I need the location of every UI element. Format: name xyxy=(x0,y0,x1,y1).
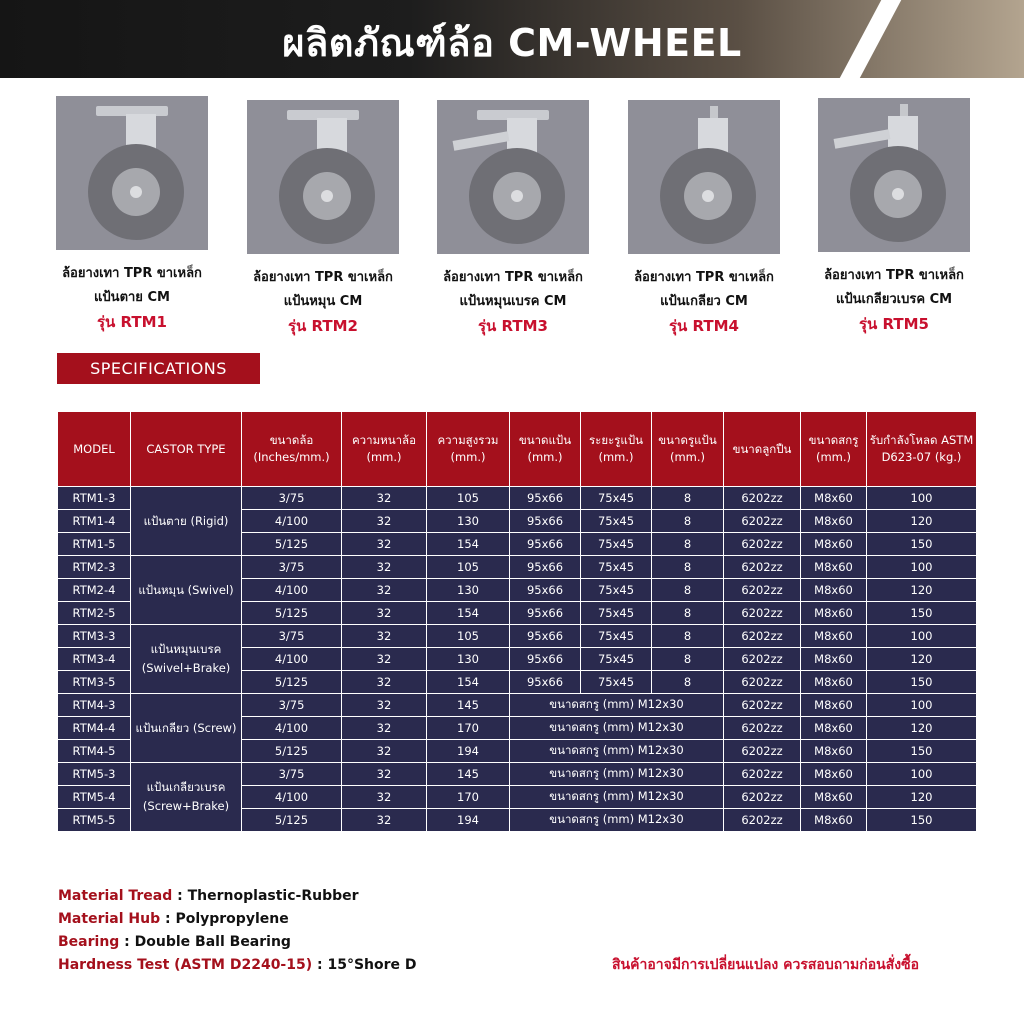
table-row xyxy=(58,556,977,579)
column-header: ขนาดลูกปืน xyxy=(724,412,801,487)
table-cell: RTM4-5 xyxy=(58,740,131,763)
table-cell: 130 xyxy=(427,510,510,533)
product-card xyxy=(37,96,227,334)
table-cell: 32 xyxy=(342,648,427,671)
caster-wheel-photo xyxy=(628,100,780,254)
product-name-line1: ล้อยางเทา TPR ขาเหล็ก xyxy=(634,270,774,285)
table-cell: M8x60 xyxy=(801,694,867,717)
product-model: รุ่น RTM4 xyxy=(668,317,739,335)
product-card xyxy=(418,100,608,338)
column-header: ความหนาล้อ (mm.) xyxy=(342,412,427,487)
table-cell: 145 xyxy=(427,763,510,786)
table-cell: RTM5-3 xyxy=(58,763,131,786)
material-value: : Thernoplastic-Rubber xyxy=(172,888,359,904)
table-cell: 3/75 xyxy=(242,556,342,579)
table-cell: 75x45 xyxy=(581,625,652,648)
table-cell: RTM2-4 xyxy=(58,579,131,602)
table-cell: 32 xyxy=(342,717,427,740)
material-line xyxy=(58,954,417,977)
table-cell: 154 xyxy=(427,602,510,625)
table-cell: 75x45 xyxy=(581,533,652,556)
table-cell: 194 xyxy=(427,740,510,763)
table-cell: M8x60 xyxy=(801,510,867,533)
material-key: Hardness Test (ASTM D2240-15) xyxy=(58,957,313,973)
material-line xyxy=(58,908,417,931)
table-cell: 150 xyxy=(867,671,977,694)
table-cell: 120 xyxy=(867,648,977,671)
table-cell: 75x45 xyxy=(581,671,652,694)
table-cell: 6202zz xyxy=(724,694,801,717)
table-cell: M8x60 xyxy=(801,740,867,763)
column-header: ระยะรูแป้น (mm.) xyxy=(581,412,652,487)
table-cell: 8 xyxy=(652,556,724,579)
table-cell: RTM3-4 xyxy=(58,648,131,671)
product-name xyxy=(609,266,799,314)
table-cell: M8x60 xyxy=(801,648,867,671)
table-cell: 170 xyxy=(427,786,510,809)
product-name-line2: แป้นหมุน CM xyxy=(283,294,363,309)
table-cell: 32 xyxy=(342,763,427,786)
product-name-line2: แป้นหมุนเบรค CM xyxy=(459,294,567,309)
table-cell: 154 xyxy=(427,671,510,694)
castor-type-cell: แป้นตาย (Rigid) xyxy=(131,487,242,556)
table-cell: 105 xyxy=(427,556,510,579)
spec-table xyxy=(57,411,977,832)
table-cell: M8x60 xyxy=(801,579,867,602)
table-cell: 32 xyxy=(342,533,427,556)
table-cell: M8x60 xyxy=(801,556,867,579)
table-cell: 3/75 xyxy=(242,694,342,717)
castor-type-cell: แป้นหมุนเบรค (Swivel+Brake) xyxy=(131,625,242,694)
table-cell: ขนาดสกรู (mm) M12x30 xyxy=(510,763,724,786)
table-cell: 6202zz xyxy=(724,809,801,832)
table-cell: 6202zz xyxy=(724,556,801,579)
table-cell: RTM1-3 xyxy=(58,487,131,510)
table-cell: ขนาดสกรู (mm) M12x30 xyxy=(510,786,724,809)
table-cell: 8 xyxy=(652,625,724,648)
column-header: ขนาดล้อ (Inches/mm.) xyxy=(242,412,342,487)
table-cell: 95x66 xyxy=(510,556,581,579)
table-cell: 100 xyxy=(867,763,977,786)
table-cell: 8 xyxy=(652,510,724,533)
table-cell: 8 xyxy=(652,579,724,602)
material-key: Bearing xyxy=(58,934,120,950)
table-cell: M8x60 xyxy=(801,809,867,832)
table-cell: 130 xyxy=(427,648,510,671)
table-cell: 120 xyxy=(867,510,977,533)
table-cell: 6202zz xyxy=(724,487,801,510)
table-cell: 32 xyxy=(342,625,427,648)
table-cell: RTM3-5 xyxy=(58,671,131,694)
table-cell: RTM5-5 xyxy=(58,809,131,832)
table-cell: 150 xyxy=(867,533,977,556)
table-cell: 32 xyxy=(342,694,427,717)
table-cell: RTM1-4 xyxy=(58,510,131,533)
table-cell: 8 xyxy=(652,648,724,671)
table-cell: RTM2-3 xyxy=(58,556,131,579)
table-cell: 95x66 xyxy=(510,602,581,625)
table-cell: M8x60 xyxy=(801,786,867,809)
table-cell: 120 xyxy=(867,786,977,809)
table-cell: 5/125 xyxy=(242,602,342,625)
table-cell: 6202zz xyxy=(724,671,801,694)
product-name-line1: ล้อยางเทา TPR ขาเหล็ก xyxy=(62,266,202,281)
table-cell: 8 xyxy=(652,533,724,556)
table-cell: 8 xyxy=(652,487,724,510)
header-banner xyxy=(0,0,1024,78)
product-card xyxy=(609,100,799,338)
material-value: : Polypropylene xyxy=(160,911,289,927)
product-name-line2: แป้นเกลียว CM xyxy=(660,294,748,309)
table-cell: 170 xyxy=(427,717,510,740)
notice-text: สินค้าอาจมีการเปลี่ยนแปลง ควรสอบถามก่อนสั่งซื้อ xyxy=(612,957,920,973)
product-model: รุ่น RTM2 xyxy=(287,317,358,335)
material-line xyxy=(58,885,417,908)
table-cell: 5/125 xyxy=(242,740,342,763)
table-cell: 3/75 xyxy=(242,625,342,648)
table-row xyxy=(58,487,977,510)
product-card xyxy=(799,98,989,336)
table-cell: 95x66 xyxy=(510,671,581,694)
table-cell: 100 xyxy=(867,625,977,648)
product-name-line2: แป้นเกลียวเบรค CM xyxy=(835,292,953,307)
table-cell: 120 xyxy=(867,579,977,602)
table-cell: 75x45 xyxy=(581,487,652,510)
table-cell: 145 xyxy=(427,694,510,717)
table-cell: 32 xyxy=(342,786,427,809)
caster-wheel-photo xyxy=(247,100,399,254)
table-cell: M8x60 xyxy=(801,763,867,786)
caster-wheel-photo xyxy=(818,98,970,252)
table-cell: 32 xyxy=(342,671,427,694)
table-cell: 130 xyxy=(427,579,510,602)
column-header: CASTOR TYPE xyxy=(131,412,242,487)
table-cell: 4/100 xyxy=(242,786,342,809)
table-cell: 5/125 xyxy=(242,533,342,556)
table-cell: ขนาดสกรู (mm) M12x30 xyxy=(510,717,724,740)
table-cell: ขนาดสกรู (mm) M12x30 xyxy=(510,740,724,763)
table-cell: M8x60 xyxy=(801,487,867,510)
product-model: รุ่น RTM3 xyxy=(477,317,548,335)
castor-type-cell: แป้นหมุน (Swivel) xyxy=(131,556,242,625)
table-cell: 6202zz xyxy=(724,763,801,786)
table-cell: 100 xyxy=(867,556,977,579)
table-cell: 6202zz xyxy=(724,602,801,625)
table-cell: RTM1-5 xyxy=(58,533,131,556)
product-name-line2: แป้นตาย CM xyxy=(94,290,170,305)
table-cell: 95x66 xyxy=(510,487,581,510)
table-cell: ขนาดสกรู (mm) M12x30 xyxy=(510,809,724,832)
product-card xyxy=(228,100,418,338)
table-cell: 5/125 xyxy=(242,809,342,832)
table-cell: RTM5-4 xyxy=(58,786,131,809)
table-cell: 32 xyxy=(342,809,427,832)
table-cell: 4/100 xyxy=(242,717,342,740)
table-cell: 75x45 xyxy=(581,510,652,533)
table-cell: 120 xyxy=(867,717,977,740)
table-cell: 95x66 xyxy=(510,648,581,671)
table-cell: 32 xyxy=(342,740,427,763)
table-cell: M8x60 xyxy=(801,602,867,625)
table-cell: 6202zz xyxy=(724,510,801,533)
material-value: : 15°Shore D xyxy=(312,957,417,973)
table-cell: 8 xyxy=(652,671,724,694)
table-cell: 8 xyxy=(652,602,724,625)
table-cell: 5/125 xyxy=(242,671,342,694)
caster-wheel-photo xyxy=(437,100,589,254)
column-header: ความสูงรวม (mm.) xyxy=(427,412,510,487)
table-cell: 75x45 xyxy=(581,579,652,602)
table-cell: 150 xyxy=(867,602,977,625)
table-cell: 75x45 xyxy=(581,602,652,625)
material-line xyxy=(58,931,417,954)
table-cell: 95x66 xyxy=(510,533,581,556)
table-cell: 150 xyxy=(867,809,977,832)
product-name xyxy=(418,266,608,314)
table-cell: RTM3-3 xyxy=(58,625,131,648)
table-cell: 32 xyxy=(342,510,427,533)
table-cell: 100 xyxy=(867,694,977,717)
product-name-line1: ล้อยางเทา TPR ขาเหล็ก xyxy=(253,270,393,285)
table-cell: 4/100 xyxy=(242,510,342,533)
product-name xyxy=(799,264,989,312)
product-model: รุ่น RTM5 xyxy=(858,315,929,333)
table-cell: 95x66 xyxy=(510,579,581,602)
table-cell: 75x45 xyxy=(581,556,652,579)
product-name xyxy=(37,262,227,310)
table-cell: RTM2-5 xyxy=(58,602,131,625)
table-cell: 3/75 xyxy=(242,763,342,786)
table-cell: M8x60 xyxy=(801,717,867,740)
materials-list xyxy=(58,885,417,977)
table-cell: 95x66 xyxy=(510,625,581,648)
castor-type-cell: แป้นเกลียวเบรค (Screw+Brake) xyxy=(131,763,242,832)
table-cell: 6202zz xyxy=(724,533,801,556)
column-header: ขนาดสกรู (mm.) xyxy=(801,412,867,487)
table-cell: 154 xyxy=(427,533,510,556)
table-cell: M8x60 xyxy=(801,671,867,694)
table-cell: 105 xyxy=(427,487,510,510)
specifications-label: SPECIFICATIONS xyxy=(57,353,260,384)
table-cell: RTM4-3 xyxy=(58,694,131,717)
spec-header-row xyxy=(58,412,977,487)
table-cell: 32 xyxy=(342,556,427,579)
table-row xyxy=(58,694,977,717)
table-cell: 32 xyxy=(342,602,427,625)
table-cell: 32 xyxy=(342,579,427,602)
caster-wheel-photo xyxy=(56,96,208,250)
table-cell: 150 xyxy=(867,740,977,763)
column-header: MODEL xyxy=(58,412,131,487)
column-header: รับกำลังโหลด ASTM D623-07 (kg.) xyxy=(867,412,977,487)
table-cell: 105 xyxy=(427,625,510,648)
column-header: ขนาดแป้น (mm.) xyxy=(510,412,581,487)
table-cell: 95x66 xyxy=(510,510,581,533)
table-cell: 100 xyxy=(867,487,977,510)
table-cell: 4/100 xyxy=(242,648,342,671)
table-cell: M8x60 xyxy=(801,625,867,648)
material-value: : Double Ball Bearing xyxy=(119,934,291,950)
table-row xyxy=(58,763,977,786)
table-cell: 6202zz xyxy=(724,786,801,809)
table-row xyxy=(58,625,977,648)
table-cell: 6202zz xyxy=(724,740,801,763)
table-cell: ขนาดสกรู (mm) M12x30 xyxy=(510,694,724,717)
material-key: Material Hub xyxy=(58,911,161,927)
table-cell: 6202zz xyxy=(724,648,801,671)
product-name xyxy=(228,266,418,314)
table-cell: 6202zz xyxy=(724,625,801,648)
product-name-line1: ล้อยางเทา TPR ขาเหล็ก xyxy=(443,270,583,285)
table-cell: RTM4-4 xyxy=(58,717,131,740)
column-header: ขนาดรูแป้น (mm.) xyxy=(652,412,724,487)
table-cell: 3/75 xyxy=(242,487,342,510)
table-cell: 194 xyxy=(427,809,510,832)
castor-type-cell: แป้นเกลียว (Screw) xyxy=(131,694,242,763)
table-cell: 4/100 xyxy=(242,579,342,602)
table-cell: 6202zz xyxy=(724,579,801,602)
table-cell: 6202zz xyxy=(724,717,801,740)
product-name-line1: ล้อยางเทา TPR ขาเหล็ก xyxy=(824,268,964,283)
table-cell: 32 xyxy=(342,487,427,510)
table-cell: 75x45 xyxy=(581,648,652,671)
product-model: รุ่น RTM1 xyxy=(96,313,167,331)
table-cell: M8x60 xyxy=(801,533,867,556)
page-title: ผลิตภัณฑ์ล้อ CM-WHEEL xyxy=(282,21,742,65)
material-key: Material Tread xyxy=(58,888,173,904)
